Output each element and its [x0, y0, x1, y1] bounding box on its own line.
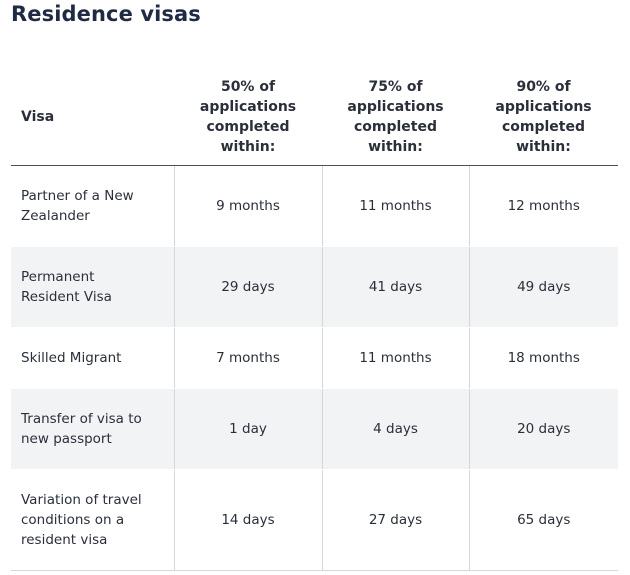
table-header-row [11, 68, 618, 166]
visa-name-cell: Partner of a New Zealander [11, 166, 174, 247]
table-row [11, 166, 618, 247]
table-row [11, 328, 618, 389]
visa-name-cell: Permanent Resident Visa [11, 247, 174, 328]
time-50-cell: 29 days [174, 247, 322, 328]
visa-name-cell: Transfer of visa to new passport [11, 389, 174, 470]
page-title: Residence visas [11, 2, 201, 26]
time-50-cell: 9 months [174, 166, 322, 247]
time-50-cell: 7 months [174, 328, 322, 389]
time-75-cell: 41 days [322, 247, 469, 328]
table-row [11, 389, 618, 470]
time-50-cell: 1 day [174, 389, 322, 470]
processing-times-table [11, 68, 618, 571]
visa-name-cell: Skilled Migrant [11, 328, 174, 389]
column-header-visa: Visa [11, 68, 174, 166]
time-90-cell: 12 months [469, 166, 618, 247]
time-90-cell: 18 months [469, 328, 618, 389]
time-90-cell: 20 days [469, 389, 618, 470]
table-row [11, 470, 618, 571]
time-75-cell: 27 days [322, 470, 469, 571]
time-90-cell: 49 days [469, 247, 618, 328]
column-header-50-percent: 50% of applications completed within: [174, 68, 322, 166]
time-75-cell: 11 months [322, 328, 469, 389]
table-row [11, 247, 618, 328]
column-header-90-percent: 90% of applications completed within: [469, 68, 618, 166]
time-90-cell: 65 days [469, 470, 618, 571]
time-75-cell: 11 months [322, 166, 469, 247]
time-75-cell: 4 days [322, 389, 469, 470]
visa-name-cell: Variation of travel conditions on a resident visa [11, 470, 174, 571]
time-50-cell: 14 days [174, 470, 322, 571]
column-header-75-percent: 75% of applications completed within: [322, 68, 469, 166]
